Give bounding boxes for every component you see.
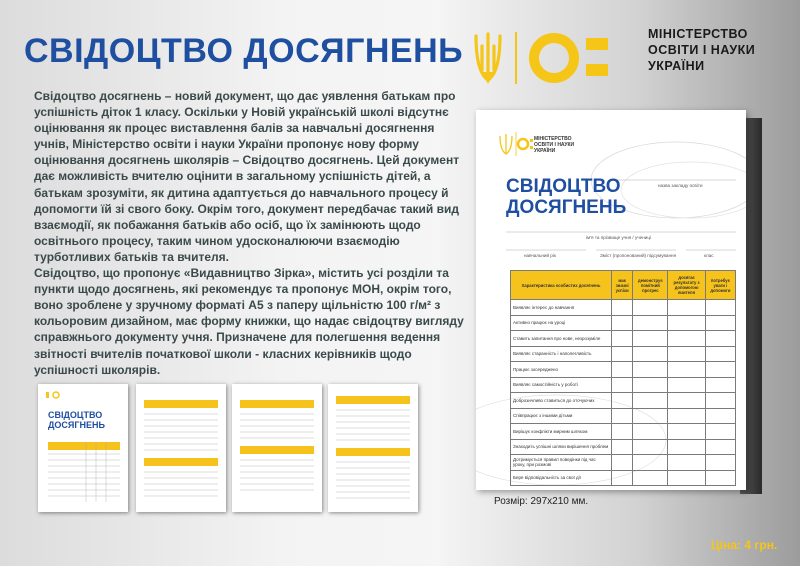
cover-logo-ring-icon <box>518 139 528 149</box>
page-title: СВІДОЦТВО ДОСЯГНЕНЬ <box>24 32 464 70</box>
description-paragraph-2: Свідоцтво, що пропонує «Видавництво Зірка», містить усі розділи та пункти щодо досягнень, які рекомендує та пропонує МОН, окрім того, воно зроблене у зручному форматі А5 з паперу щільністю 100 г/м² з кольоровим дизайном, має форму книжки, що надає свідоцтву вигляду справжнього документу учня. Призначене для полегшення ведення звітності вчителів початкової школи - класних керівників щодо успішності школярів. <box>34 266 464 377</box>
thumbnail-page-4 <box>328 384 418 512</box>
table-row: Вирішує конфлікти мирним шляхом <box>511 424 736 440</box>
cover-ministry-name: МІНІСТЕРСТВО ОСВІТИ І НАУКИ УКРАЇНИ <box>534 136 575 154</box>
table-row: Співпрацює з іншими дітьми <box>511 408 736 424</box>
table-row: Активно працює на уроці <box>511 315 736 331</box>
price-text: Ціна: 4 грн. <box>711 538 778 552</box>
thumbnail-page-2 <box>136 384 226 512</box>
teacher-label: Зміст (пропонований) підсумування <box>600 253 677 258</box>
logo-ring-icon <box>534 38 574 78</box>
table-header: Характеристика особистих досягнень <box>511 271 612 300</box>
thumbnail-cover <box>38 384 128 512</box>
size-text: Розмір: 297х210 мм. <box>494 496 589 507</box>
table-row: Ставить запитання про нове, незрозуміле <box>511 331 736 347</box>
school-label: назва закладу освіти <box>658 183 703 188</box>
svg-text:СВІДОЦТВО: СВІДОЦТВО <box>48 410 103 420</box>
table-header-row <box>511 271 736 300</box>
svg-text:ДОСЯГНЕНЬ: ДОСЯГНЕНЬ <box>48 420 105 430</box>
table-row: Доброзичливо ставиться до оточуючих <box>511 393 736 409</box>
description-paragraph-1: Свідоцтво досягнень – новий документ, що дає уявлення батькам про успішність діток 1 класу. Оскільки у Новій українській школі відсутнє оцінювання як процес виставлення балів за навчальні досягнення учнів, Міністерство освіти і науки України пропонує нову форму оцінювання досягнень школярів – Свідоцтво досягнень. Цей документ дає можливість вчителю оцінити в загальному успішність дітей, а батькам зрозуміти, як дитина адаптується до навчального процесу й допомогти їй зі свого боку. Окрім того, документ передбачає такий вид взаємодії, як побажання батьків або осіб, що їх замінюють щодо освітнього процесу, таким чином удосконалюючи взаємодію турботливих батьків та вчителя. <box>34 89 460 264</box>
thumbnail-page-3 <box>232 384 322 512</box>
class-label: клас <box>704 253 714 258</box>
trident-icon <box>476 34 500 84</box>
table-header: демонструє помітний прогрес <box>633 271 668 300</box>
table-header: потребує уваги і допомоги <box>705 271 735 300</box>
table-row: Бере відповідальність за свої дії <box>511 470 736 486</box>
table-row: Працює зосереджено <box>511 362 736 378</box>
table-row: Виявляє самостійність у роботі <box>511 377 736 393</box>
table-header: має значні успіхи <box>612 271 633 300</box>
ministry-name: МІНІСТЕРСТВО ОСВІТИ І НАУКИ УКРАЇНИ <box>648 27 756 73</box>
cover-trident-icon <box>500 134 512 154</box>
logo-bar-bottom-icon <box>586 64 608 76</box>
cover-title: СВІДОЦТВО ДОСЯГНЕНЬ <box>506 176 627 218</box>
table-row: Виявляє старанність і наполегливість <box>511 346 736 362</box>
certificate-cover <box>476 110 746 490</box>
table-row: Виявляє інтерес до навчання <box>511 300 736 316</box>
description-text <box>34 88 470 378</box>
year-label: навчальний рік <box>524 253 556 258</box>
logo-bar-top-icon <box>586 38 608 50</box>
student-label: ім'я та прізвище учня / учениці <box>586 235 651 240</box>
achievements-table <box>510 270 736 486</box>
table-row: Знаходить успішні шляхи вирішення проблем <box>511 439 736 455</box>
table-row: Дотримується правил поведінки під час уроку, при розмові <box>511 455 736 471</box>
table-header: досягає результату з допомогою вчителя <box>668 271 706 300</box>
